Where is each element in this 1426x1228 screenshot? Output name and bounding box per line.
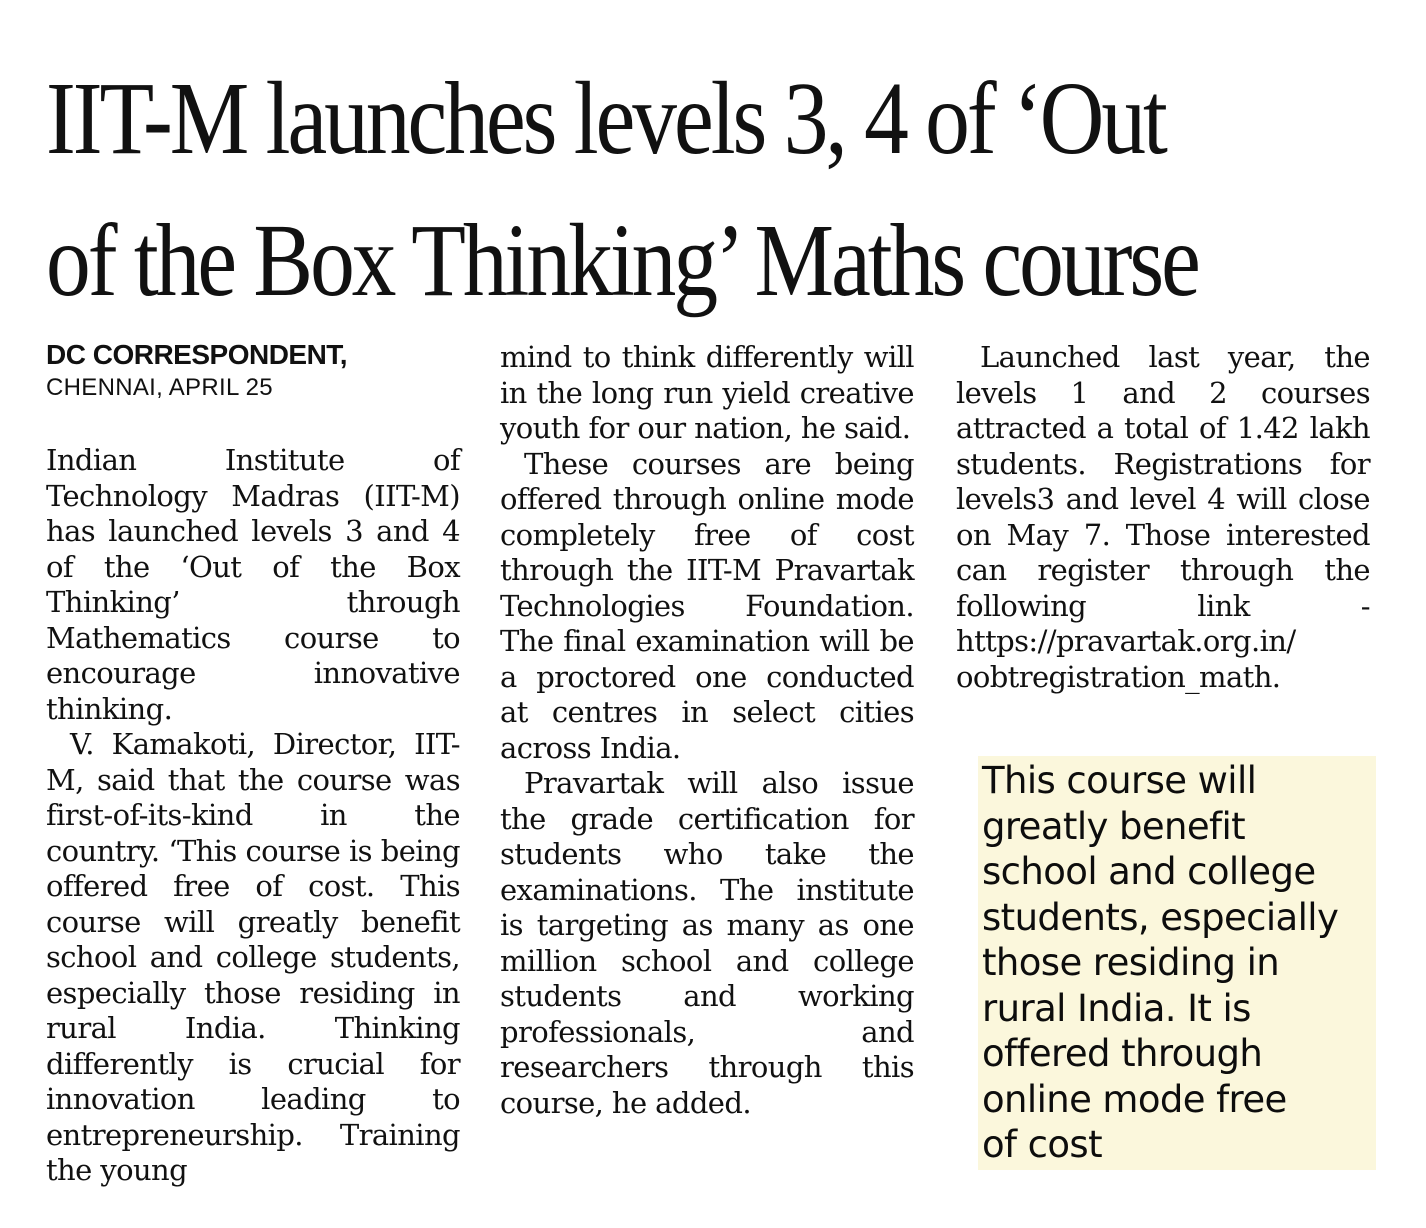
article-column-2 — [500, 340, 914, 1121]
pull-quote-line: This course will — [982, 759, 1257, 802]
pull-quote-line: school and college — [982, 850, 1316, 893]
paragraph: Indian Institute of Technology Madras (IIT-M) has launched levels 3 and 4 of the ‘Out of the Box Thinking’ through Mathematics course to encourage innovative thinking. — [46, 443, 460, 726]
pull-quote-line: greatly benefit — [982, 804, 1246, 848]
pull-quote-line: offered through — [982, 1032, 1263, 1075]
paragraph: V. Kamakoti, Director, IIT-M, said that the course was first-of-its-kind in the country. ‘This course is being offered free of cost. This course will greatly benefit school and college students, especially those residing in rural India. Thinking differently is crucial for innovation leading to entrepreneurship. Training the young — [46, 727, 460, 1187]
paragraph: mind to think differently will in the long run yield creative youth for our nation, he said. — [500, 340, 914, 445]
pull-quote — [978, 756, 1376, 1170]
article-column-1 — [46, 443, 460, 1189]
pull-quote-line: students, especially — [982, 895, 1339, 939]
paragraph: Launched last year, the levels 1 and 2 courses attracted a total of 1.42 lakh students. Registrations for levels3 and level 4 will close on May 7. Those interested can register through the following link - https://pravartak.org.in/ oobtregistration_math. — [956, 340, 1370, 694]
headline — [46, 48, 1198, 332]
paragraph: Pravartak will also issue the grade certification for students who take the examinations. The institute is targeting as many as one million school and college students and working professionals, and researchers through this course, he added. — [500, 766, 914, 1120]
byline — [46, 338, 466, 404]
article-column-3 — [956, 340, 1370, 695]
pull-quote-line: rural India. It is — [982, 986, 1251, 1030]
byline-author: DC CORRESPONDENT, — [46, 339, 348, 370]
pull-quote-line: of cost — [982, 1123, 1102, 1166]
headline-line-2: of the Box Thinking’ Maths course — [46, 203, 1198, 318]
pull-quote-line: online mode free — [982, 1077, 1287, 1121]
paragraph: These courses are being offered through online mode completely free of cost through the IIT-M Pravartak Technologies Foundation. The final examination will be a proctored one conducted at centres in select cities across India. — [500, 446, 914, 765]
headline-line-1: IIT-M launches levels 3, 4 of ‘Out — [46, 61, 1165, 176]
byline-dateline: CHENNAI, APRIL 25 — [46, 374, 273, 401]
pull-quote-line: those residing in — [982, 941, 1280, 984]
